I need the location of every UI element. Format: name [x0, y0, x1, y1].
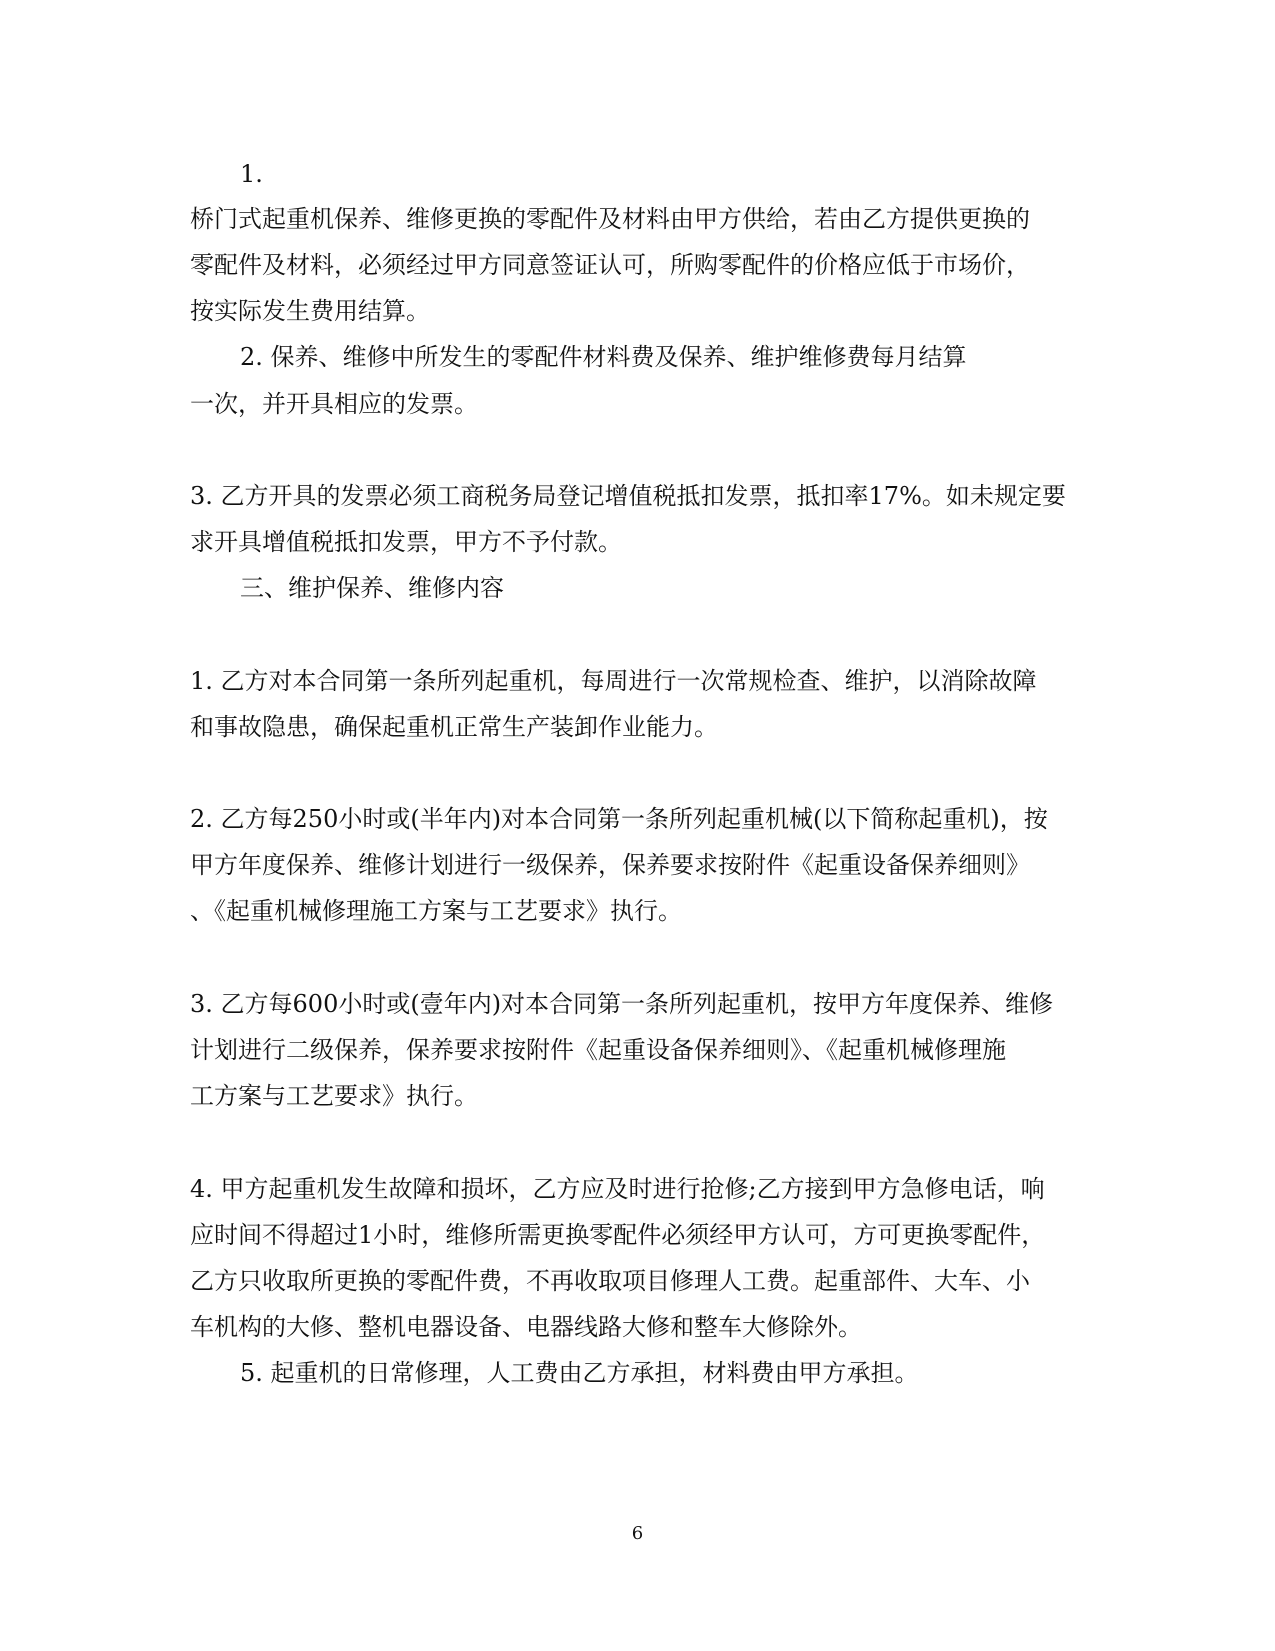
text-line: 桥门式起重机保养、维修更换的零配件及材料由甲方供给，若由乙方提供更换的: [190, 205, 1030, 233]
text-line: 求开具增值税抵扣发票，甲方不予付款。: [190, 528, 622, 556]
page-number: 6: [631, 1523, 644, 1544]
text-line: 按实际发生费用结算。: [190, 297, 430, 325]
text-line: 4. 甲方起重机发生故障和损坏，乙方应及时进行抢修;乙方接到甲方急修电话，响: [190, 1175, 1045, 1203]
text-line: 5. 起重机的日常修理，人工费由乙方承担，材料费由甲方承担。: [240, 1359, 919, 1387]
text-line: 2. 乙方每250小时或(半年内)对本合同第一条所列起重机械(以下简称起重机)，按: [190, 805, 1048, 833]
text-line: 计划进行二级保养，保养要求按附件《起重设备保养细则》、《起重机械修理施: [190, 1036, 1006, 1064]
text-line: 乙方只收取所更换的零配件费，不再收取项目修理人工费。起重部件、大车、小: [190, 1267, 1030, 1295]
text-line: 、《起重机械修理施工方案与工艺要求》执行。: [190, 897, 682, 925]
text-line: 甲方年度保养、维修计划进行一级保养，保养要求按附件《起重设备保养细则》: [190, 851, 1030, 879]
text-line: 零配件及材料，必须经过甲方同意签证认可，所购零配件的价格应低于市场价，: [190, 251, 1030, 279]
text-line: 应时间不得超过1小时，维修所需更换零配件必须经甲方认可，方可更换零配件，: [190, 1221, 1046, 1249]
text-line: 工方案与工艺要求》执行。: [190, 1082, 478, 1110]
text-line: 2. 保养、维修中所发生的零配件材料费及保养、维护维修费每月结算: [240, 343, 967, 371]
text-line: 3. 乙方每600小时或(壹年内)对本合同第一条所列起重机，按甲方年度保养、维修: [190, 990, 1054, 1018]
text-line: 和事故隐患，确保起重机正常生产装卸作业能力。: [190, 713, 718, 741]
text-line: 一次，并开具相应的发票。: [190, 390, 478, 418]
section-heading: 三、维护保养、维修内容: [240, 574, 504, 602]
text-line: 1. 乙方对本合同第一条所列起重机，每周进行一次常规检查、维护，以消除故障: [190, 667, 1037, 695]
text-line: 车机构的大修、整机电器设备、电器线路大修和整车大修除外。: [190, 1313, 862, 1341]
text-line: 3. 乙方开具的发票必须工商税务局登记增值税抵扣发票，抵扣率17%。如未规定要: [190, 482, 1066, 510]
text-line: 1.: [240, 160, 263, 188]
